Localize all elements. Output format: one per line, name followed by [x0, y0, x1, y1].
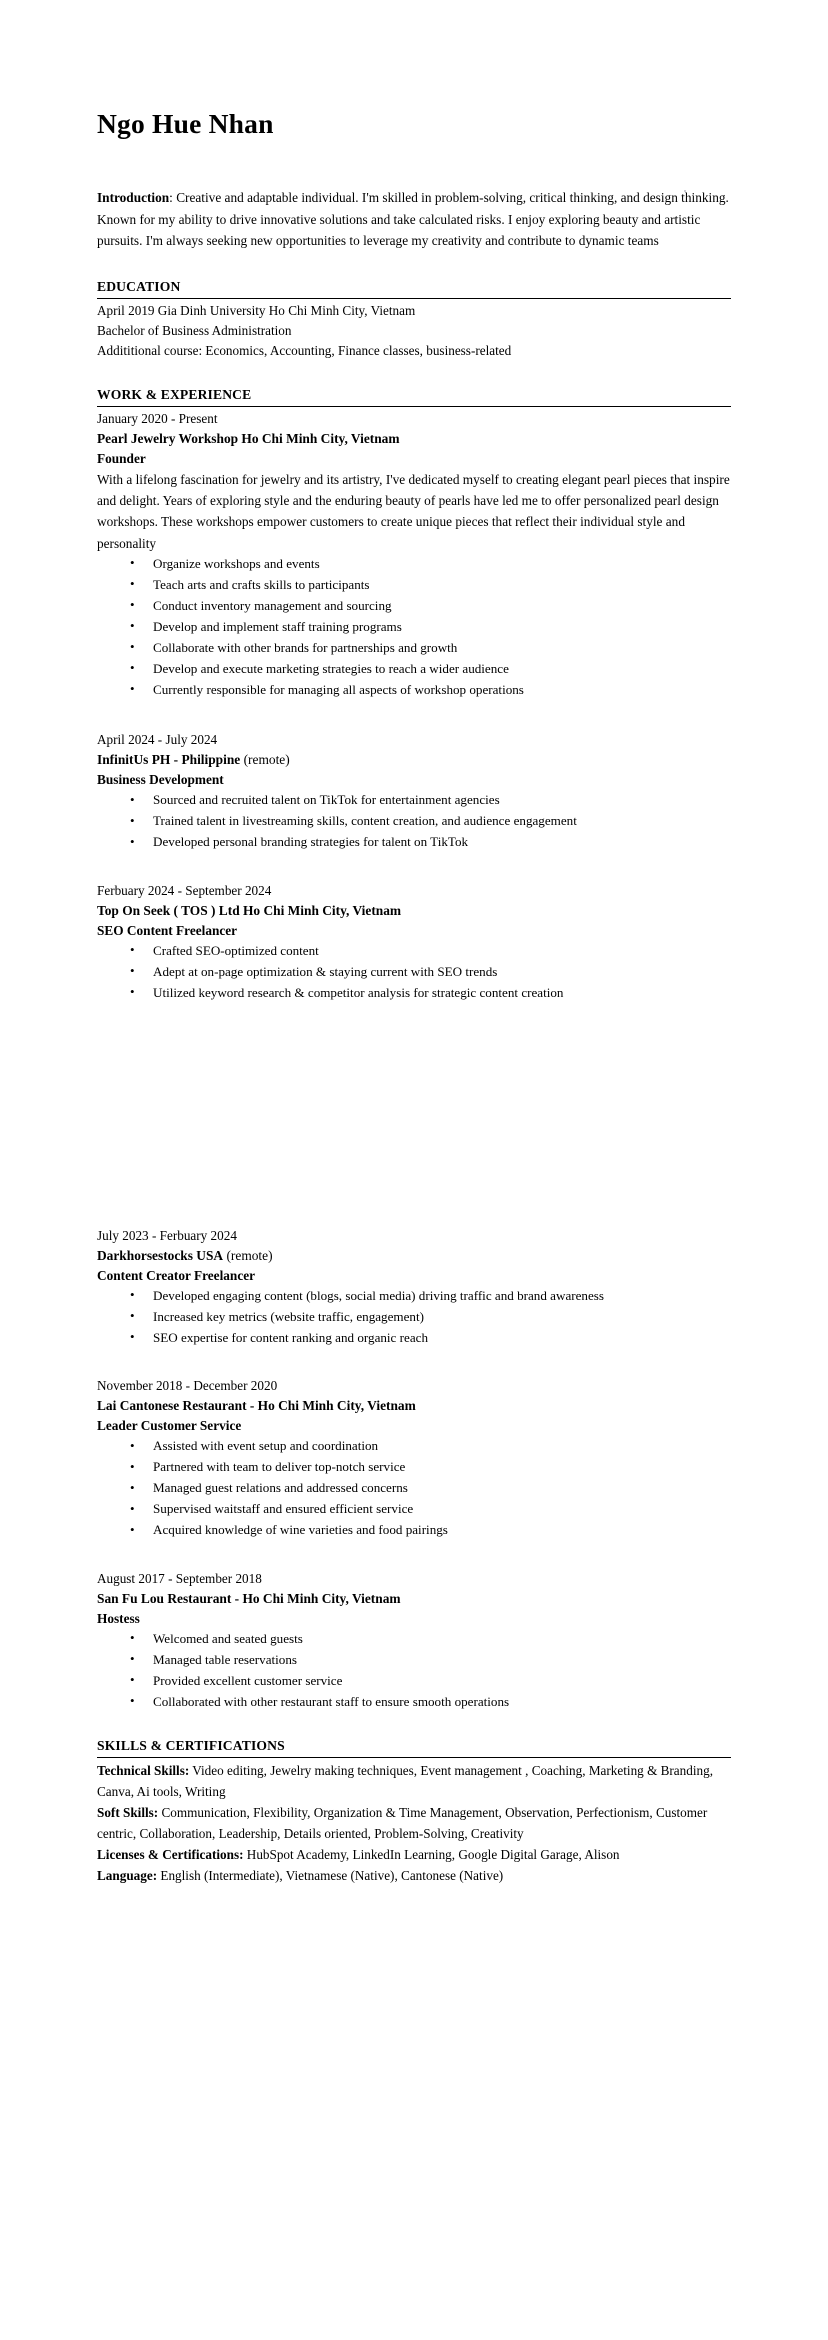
- job-entry: [97, 1226, 731, 1349]
- skills-heading: SKILLS & CERTIFICATIONS: [97, 1737, 285, 1753]
- job-date: July 2023 - Ferbuary 2024: [97, 1227, 237, 1243]
- job-role: Leader Customer Service: [97, 1418, 242, 1434]
- job-date: April 2024 - July 2024: [97, 732, 218, 748]
- job-bullet: • Trained talent in livestreaming skills, content creation, and audience engagement: [97, 811, 731, 832]
- skills-entry-label: Soft Skills:: [97, 1804, 159, 1820]
- job-bullet: • Teach arts and crafts skills to participants: [97, 575, 731, 596]
- work-experience-section: [97, 361, 731, 1713]
- skills-entry: [97, 1802, 731, 1844]
- job-spacer: [97, 1541, 731, 1569]
- job-title: [97, 1396, 731, 1416]
- education-heading: EDUCATION: [97, 278, 181, 294]
- job-bullet: • Managed guest relations and addressed concerns: [97, 1478, 731, 1499]
- job-bullet-list: [97, 1286, 731, 1349]
- skills-entry-label: Language:: [97, 1868, 158, 1884]
- job-bullet: • Currently responsible for managing all aspects of workshop operations: [97, 680, 731, 701]
- skills-entry: [97, 1844, 731, 1865]
- introduction-text: : Creative and adaptable individual. I'm skilled in problem-solving, critical thinking, and design thinking. Known for my ability to drive innovative solutions and take calculated risks. I enjoy exploring beauty and artistic pursuits. I'm always seeking new opportunities to leverage my creativity and contribute to dynamic teams: [97, 190, 729, 249]
- skills-entry: [97, 1865, 731, 1886]
- job-bullet: • Developed personal branding strategies for talent on TikTok: [97, 832, 731, 853]
- job-bullet-list: [97, 1436, 731, 1541]
- job-company: Pearl Jewelry Workshop Ho Chi Minh City, Vietnam: [97, 430, 400, 446]
- job-bullet-list: [97, 941, 731, 1004]
- introduction-label: Introduction: [97, 190, 170, 206]
- education-line: April 2019 Gia Dinh University Ho Chi Minh City, Vietnam: [97, 302, 416, 318]
- skills-section: [97, 1713, 731, 1887]
- job-title-suffix: (remote): [240, 752, 290, 768]
- skills-entry: [97, 1760, 731, 1802]
- job-date: Ferbuary 2024 - September 2024: [97, 883, 272, 899]
- job-bullet: • Managed table reservations: [97, 1650, 731, 1671]
- job-bullet: • Crafted SEO-optimized content: [97, 941, 731, 962]
- job-bullet: • Adept at on-page optimization & staying current with SEO trends: [97, 962, 731, 983]
- education-line: Bachelor of Business Administration: [97, 322, 292, 338]
- job-role: Business Development: [97, 772, 224, 788]
- job-entry: [97, 1569, 731, 1713]
- job-title-suffix: (remote): [223, 1247, 273, 1263]
- skills-entry-value: English (Intermediate), Vietnamese (Native), Cantonese (Native): [157, 1868, 504, 1884]
- job-bullet: • Utilized keyword research & competitor analysis for strategic content creation: [97, 983, 731, 1004]
- skills-entry-label: Licenses & Certifications:: [97, 1847, 244, 1863]
- job-bullet: • Assisted with event setup and coordination: [97, 1436, 731, 1457]
- job-title: [97, 750, 731, 770]
- job-bullet: • Acquired knowledge of wine varieties and food pairings: [97, 1520, 731, 1541]
- job-bullet: • Partnered with team to deliver top-notch service: [97, 1457, 731, 1478]
- job-summary: With a lifelong fascination for jewelry and its artistry, I've dedicated myself to creating elegant pearl pieces that inspire and delight. Years of exploring style and the enduring beauty of pearls have led me to offer personalized pearl design workshops. These workshops empower customers to create unique pieces that reflect their individual style and personality: [97, 471, 730, 551]
- education-line: Addititional course: Economics, Accounting, Finance classes, business-related: [97, 342, 512, 358]
- job-title: [97, 1589, 731, 1609]
- skills-body: [97, 1758, 731, 1887]
- job-bullet-list: [97, 790, 731, 853]
- job-bullet: • SEO expertise for content ranking and organic reach: [97, 1328, 731, 1349]
- job-bullet: • Develop and execute marketing strategies to reach a wider audience: [97, 659, 731, 680]
- job-company: InfinitUs PH - Philippine: [97, 752, 241, 768]
- job-spacer: [97, 700, 731, 730]
- job-role: Content Creator Freelancer: [97, 1267, 256, 1283]
- job-entry: [97, 1376, 731, 1541]
- job-company: Lai Cantonese Restaurant - Ho Chi Minh City, Vietnam: [97, 1398, 416, 1414]
- job-title: [97, 1246, 731, 1266]
- job-title: [97, 429, 731, 449]
- page-title: Ngo Hue Nhan: [97, 108, 274, 139]
- education-body: [97, 299, 731, 361]
- job-bullet: • Conduct inventory management and sourcing: [97, 596, 731, 617]
- job-entry: [97, 730, 731, 853]
- job-bullet: • Collaborate with other brands for partnerships and growth: [97, 638, 731, 659]
- job-date: August 2017 - September 2018: [97, 1570, 262, 1586]
- education-section: [97, 252, 731, 361]
- job-bullet: • Sourced and recruited talent on TikTok for entertainment agencies: [97, 790, 731, 811]
- resume-content: [97, 0, 731, 1886]
- job-bullet-list: [97, 1629, 731, 1713]
- job-bullet: • Developed engaging content (blogs, social media) driving traffic and brand awareness: [97, 1286, 731, 1307]
- job-bullet: • Organize workshops and events: [97, 554, 731, 575]
- job-bullet: • Supervised waitstaff and ensured efficient service: [97, 1499, 731, 1520]
- page-break-gap: [97, 1004, 731, 1226]
- job-role: Founder: [97, 450, 146, 466]
- job-bullet: • Develop and implement staff training programs: [97, 617, 731, 638]
- introduction-paragraph: [97, 139, 731, 252]
- job-role: Hostess: [97, 1610, 140, 1626]
- job-bullet: • Increased key metrics (website traffic, engagement): [97, 1307, 731, 1328]
- work-experience-heading: WORK & EXPERIENCE: [97, 387, 252, 403]
- job-company: Darkhorsestocks USA: [97, 1247, 224, 1263]
- job-bullet: • Welcomed and seated guests: [97, 1629, 731, 1650]
- job-entry: [97, 881, 731, 1004]
- skills-entry-value: Communication, Flexibility, Organization & Time Management, Observation, Perfectionism, Customer centric, Collaboration, Leadership, Details oriented, Problem-Solving, Creativity: [97, 1804, 708, 1841]
- job-company: Top On Seek ( TOS ) Ltd Ho Chi Minh City, Vietnam: [97, 902, 402, 918]
- job-entry: [97, 407, 731, 700]
- skills-entry-label: Technical Skills:: [97, 1762, 190, 1778]
- job-date: November 2018 - December 2020: [97, 1378, 278, 1394]
- job-company: San Fu Lou Restaurant - Ho Chi Minh City, Vietnam: [97, 1590, 401, 1606]
- job-title: [97, 901, 731, 921]
- skills-entry-value: HubSpot Academy, LinkedIn Learning, Google Digital Garage, Alison: [243, 1847, 620, 1863]
- job-bullet-list: [97, 554, 731, 701]
- job-bullet: • Collaborated with other restaurant staff to ensure smooth operations: [97, 1692, 731, 1713]
- job-spacer: [97, 1348, 731, 1376]
- skills-entry-value: Video editing, Jewelry making techniques, Event management , Coaching, Marketing & Branding, Canva, Ai tools, Writing: [97, 1762, 713, 1799]
- job-role: SEO Content Freelancer: [97, 923, 238, 939]
- job-spacer: [97, 853, 731, 881]
- job-bullet: • Provided excellent customer service: [97, 1671, 731, 1692]
- job-date: January 2020 - Present: [97, 411, 218, 426]
